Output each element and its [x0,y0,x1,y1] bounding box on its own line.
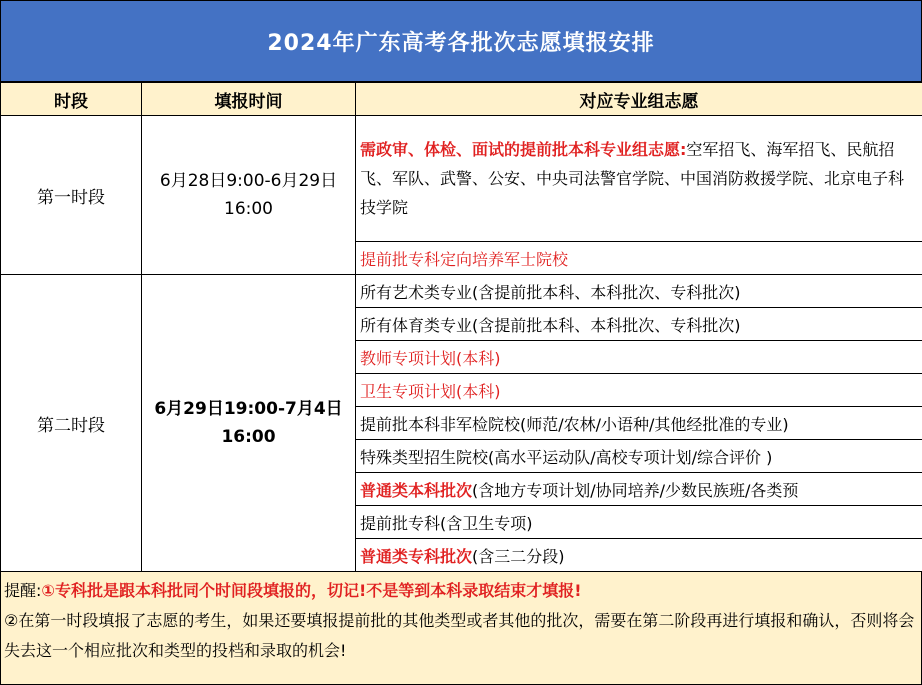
page-title: 2024年广东高考各批次志愿填报安排 [0,0,922,82]
reminder-line-2: ②在第一时段填报了志愿的考生，如果还要填报提前批的其他类型或者其他的批次，需要在第二阶段再进行填报和确认，否则将会失去这一个相应批次和类型的投档和录取的机会! [4,606,918,666]
highlight-text: 普通类本科批次 [360,481,472,500]
volunteer-cell: 特殊类型招生院校(高水平运动队/高校专项计划/综合评价 ) [356,440,922,473]
highlight-text: 需政审、体检、面试的提前批本科专业组志愿: [360,140,686,159]
volunteer-cell: 提前批专科定向培养军士院校 [356,242,922,275]
volunteer-cell [356,116,922,242]
volunteer-cell: 提前批本科非军检院校(师范/农林/小语种/其他经批准的专业) [356,407,922,440]
table-row [1,116,922,242]
volunteer-cell: 卫生专项计划(本科) [356,374,922,407]
period-cell-1: 第一时段 [1,116,142,275]
time-cell-2: 6月29日19:00-7月4日16:00 [142,275,356,572]
reminder-line-1 [4,576,918,606]
reminder-label: 提醒: [4,581,41,600]
header-time: 填报时间 [142,83,356,116]
volunteer-cell: 所有体育类专业(含提前批本科、本科批次、专科批次) [356,308,922,341]
volunteer-cell: 提前批专科(含卫生专项) [356,506,922,539]
reminder-note [0,571,922,685]
schedule-table [0,82,922,572]
highlight-text: 普通类专科批次 [360,547,472,566]
header-volunteer: 对应专业组志愿 [356,83,922,116]
time-cell-1: 6月28日9:00-6月29日16:00 [142,116,356,275]
volunteer-text: 空军招飞、海军招飞、民航招飞、军队、武警、公安、中央司法警官学院、中国消防救援学院、北京电子科技学院 [360,140,904,217]
volunteer-text: (含地方专项计划/协同培养/少数民族班/各类预 [472,481,798,500]
volunteer-cell: 所有艺术类专业(含提前批本科、本科批次、专科批次) [356,275,922,308]
volunteer-cell [356,473,922,506]
header-period: 时段 [1,83,142,116]
volunteer-cell [356,539,922,572]
volunteer-cell: 教师专项计划(本科) [356,341,922,374]
table-row [1,275,922,308]
header-row [1,83,922,116]
volunteer-text: (含三二分段) [472,547,565,566]
reminder-highlight: ①专科批是跟本科批同个时间段填报的，切记!不是等到本科录取结束才填报! [41,581,581,600]
period-cell-2: 第二时段 [1,275,142,572]
